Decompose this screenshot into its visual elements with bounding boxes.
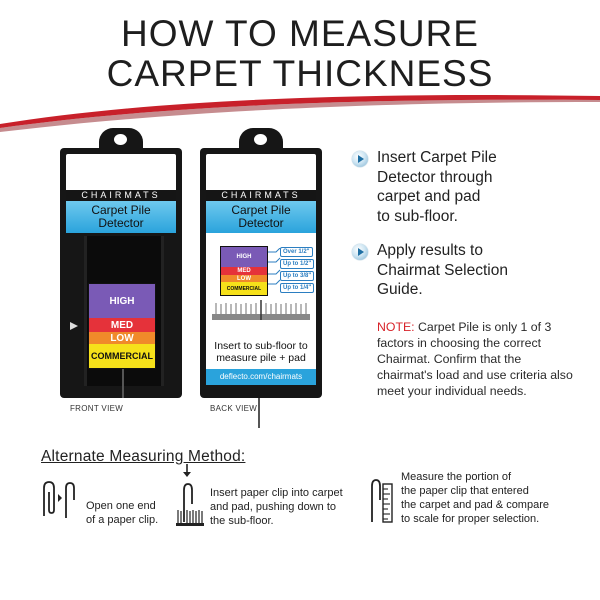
alternate-method-title: Alternate Measuring Method: xyxy=(41,448,246,465)
probe-pin xyxy=(258,398,260,428)
level-high: HIGH xyxy=(89,284,155,318)
step-insert-line-2: Detector through xyxy=(377,168,493,186)
note-paragraph xyxy=(377,319,577,399)
alt-step-2-line-3: the sub-floor. xyxy=(210,515,274,527)
clip-ruler-icon xyxy=(368,478,394,524)
instruction-line-2: measure pile + pad xyxy=(216,352,306,364)
alt-step-3-line-1: Measure the portion of xyxy=(401,471,512,483)
alt-step-3-line-3: the carpet and pad & compare xyxy=(401,499,549,511)
step-insert-line-4: to sub-floor. xyxy=(377,207,458,225)
detector-header xyxy=(66,201,176,233)
step-apply-line-2: Chairmat Selection xyxy=(377,261,508,279)
carpet-pile-icon xyxy=(212,300,310,320)
step-insert-line-1: Insert Carpet Pile xyxy=(377,149,497,166)
back-view-caption: BACK VIEW xyxy=(210,404,258,413)
alt-step-3-line-4: to scale for proper selection. xyxy=(401,513,540,525)
step-insert xyxy=(352,148,497,226)
paper-clip-open-icon xyxy=(40,480,76,520)
brand-band: CHAIRMATS xyxy=(66,190,176,201)
level-med: MED xyxy=(221,267,267,275)
front-view-device xyxy=(60,128,182,398)
level-high: HIGH xyxy=(221,247,267,267)
hang-hole xyxy=(114,134,127,145)
level-low: LOW xyxy=(221,275,267,282)
header-line-1: Carpet Pile xyxy=(91,203,151,217)
alt-step-1-text xyxy=(86,499,158,527)
alt-step-2-line-2: and pad, pushing down to xyxy=(210,501,336,513)
back-level-scale xyxy=(220,246,268,296)
clip-in-carpet-icon xyxy=(176,464,204,526)
page-title xyxy=(0,14,600,94)
play-bullet-icon xyxy=(352,151,368,167)
front-level-scale xyxy=(88,283,156,369)
detector-header xyxy=(206,201,316,233)
gauge-up-to-three-eighths: Up to 3/8" xyxy=(280,271,314,281)
gauge-up-to-half: Up to 1/2" xyxy=(280,259,314,269)
instruction-line-1: Insert to sub-floor to xyxy=(214,340,308,352)
step-apply-text xyxy=(377,241,508,300)
level-commercial: COMMERCIAL xyxy=(89,344,155,368)
alt-step-2-line-1: Insert paper clip into carpet xyxy=(210,487,343,499)
back-view-device xyxy=(200,128,322,428)
play-bullet-icon xyxy=(352,244,368,260)
step-apply xyxy=(352,241,508,300)
level-med: MED xyxy=(89,318,155,332)
title-line-1: HOW TO MEASURE xyxy=(120,13,479,54)
hang-hole xyxy=(254,134,267,145)
probe-pin xyxy=(122,369,124,398)
alt-step-1-line-2: of a paper clip. xyxy=(86,514,159,526)
alt-step-1-line-1: Open one end xyxy=(86,500,156,512)
pointer-arrow-icon xyxy=(70,322,78,330)
step-apply-line-1: Apply results to xyxy=(377,242,483,259)
step-apply-line-3: Guide. xyxy=(377,281,423,298)
front-view-caption: FRONT VIEW xyxy=(70,404,124,413)
level-low: LOW xyxy=(89,332,155,344)
red-swoosh-divider xyxy=(0,92,600,132)
header-line-2: Detector xyxy=(238,216,284,230)
alt-step-2-text xyxy=(210,486,343,528)
alt-step-3-line-2: the paper clip that entered xyxy=(401,485,529,497)
level-commercial: COMMERCIAL xyxy=(221,282,267,295)
gauge-up-to-quarter: Up to 1/4" xyxy=(280,283,314,293)
header-line-1: Carpet Pile xyxy=(231,203,291,217)
alt-step-3-text xyxy=(401,470,549,526)
title-line-2: CARPET THICKNESS xyxy=(106,53,494,94)
website-url: deflecto.com/chairmats xyxy=(206,369,316,385)
note-text: Carpet Pile is only 1 of 3 factors in choosing the correct Chairmat. Confirm that the chairmat's load and use criteria also meet your individual needs. xyxy=(377,320,573,398)
step-insert-line-3: carpet and pad xyxy=(377,188,481,205)
brand-band: CHAIRMATS xyxy=(206,190,316,201)
header-line-2: Detector xyxy=(98,216,144,230)
back-instruction xyxy=(206,340,316,364)
gauge-over-half: Over 1/2" xyxy=(280,247,313,257)
note-label: NOTE: xyxy=(377,320,415,334)
step-insert-text xyxy=(377,148,497,226)
